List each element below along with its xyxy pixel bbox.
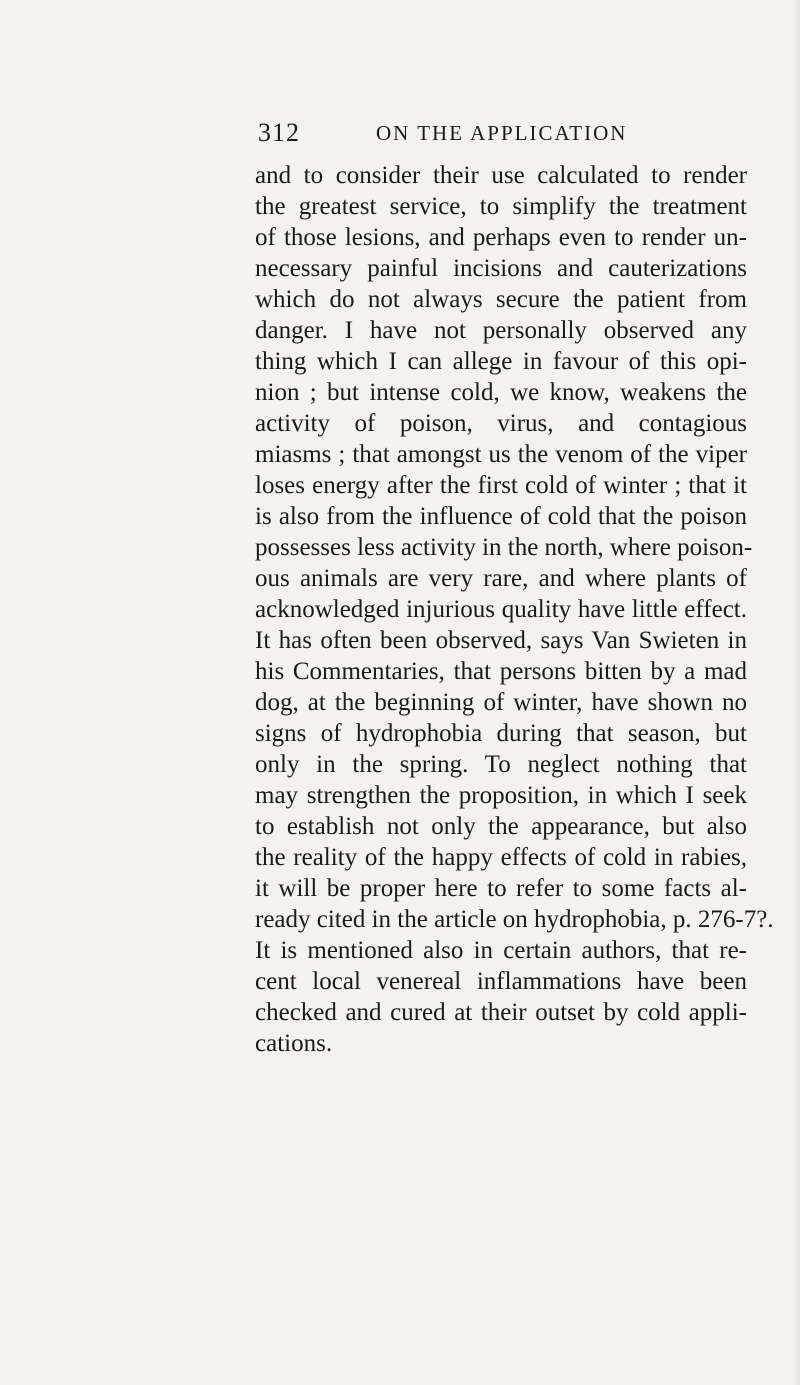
text-line: checked and cured at their outset by cold appli- bbox=[255, 999, 747, 1026]
text-line: to establish not only the appearance, but also bbox=[255, 813, 747, 840]
page-edge bbox=[792, 0, 800, 1385]
text-line: his Commentaries, that persons bitten by a mad bbox=[255, 658, 747, 685]
running-title: ON THE APPLICATION bbox=[376, 121, 628, 145]
text-line: miasms ; that amongst us the venom of the viper bbox=[255, 441, 747, 468]
text-line: nion ; but intense cold, we know, weakens the bbox=[255, 379, 747, 406]
text-line: necessary painful incisions and cauterizations bbox=[255, 255, 747, 282]
body-text bbox=[255, 160, 774, 1059]
text-line: It has often been observed, says Van Swieten in bbox=[255, 627, 747, 654]
text-line: cent local venereal inflammations have been bbox=[255, 968, 747, 995]
text-line: dog, at the beginning of winter, have shown no bbox=[255, 689, 747, 716]
text-line: It is mentioned also in certain authors, that re- bbox=[255, 937, 747, 964]
text-line: cations. bbox=[255, 1030, 333, 1057]
text-line: and to consider their use calculated to render bbox=[255, 162, 747, 189]
text-line: activity of poison, virus, and contagious bbox=[255, 410, 747, 437]
text-line: which do not always secure the patient from bbox=[255, 286, 747, 313]
text-line: of those lesions, and perhaps even to render un- bbox=[255, 224, 747, 251]
text-line: ready cited in the article on hydrophobia, p. 276-7?. bbox=[255, 906, 774, 933]
page-number: 312 bbox=[258, 118, 300, 147]
running-head bbox=[258, 118, 738, 148]
text-line: the greatest service, to simplify the treatment bbox=[255, 193, 747, 220]
text-line: loses energy after the first cold of winter ; that it bbox=[255, 472, 747, 499]
text-line: thing which I can allege in favour of this opi- bbox=[255, 348, 747, 375]
text-line: acknowledged injurious quality have little effect. bbox=[255, 596, 747, 623]
text-line: the reality of the happy effects of cold in rabies, bbox=[255, 844, 747, 871]
text-line: danger. I have not personally observed any bbox=[255, 317, 747, 344]
text-line: it will be proper here to refer to some facts al- bbox=[255, 875, 747, 902]
text-line: is also from the influence of cold that the poison bbox=[255, 503, 747, 530]
text-line: ous animals are very rare, and where plants of bbox=[255, 565, 747, 592]
text-line: only in the spring. To neglect nothing that bbox=[255, 751, 747, 778]
text-line: may strengthen the proposition, in which I seek bbox=[255, 782, 747, 809]
text-line: possesses less activity in the north, where poison- bbox=[255, 534, 753, 561]
text-line: signs of hydrophobia during that season, but bbox=[255, 720, 747, 747]
